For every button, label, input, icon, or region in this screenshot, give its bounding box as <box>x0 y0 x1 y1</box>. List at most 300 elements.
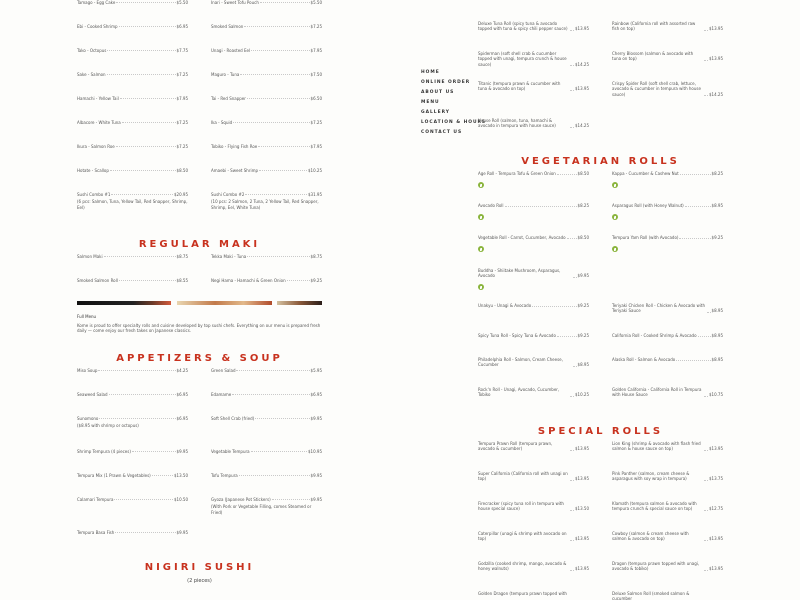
menu-item-price: $13.95 <box>709 566 723 572</box>
menu-item-leader <box>236 368 309 371</box>
menu-item-price: $13.50 <box>174 473 188 478</box>
menu-item-price: $8.50 <box>577 171 589 176</box>
nav-gallery[interactable]: GALLERY <box>421 110 450 115</box>
menu-item-name: Spiderman (soft shell crab & cucumber topped with unagi, tempura crunch & house sauce) <box>478 51 567 67</box>
menu-item <box>211 497 322 515</box>
menu-item-name: Tako - Octopus <box>77 48 107 53</box>
menu-item-name: Sushi Combo #2 <box>211 192 245 197</box>
menu-item-price: $7.25 <box>176 72 188 77</box>
menu-item-leader <box>570 63 574 66</box>
nav-location-hours[interactable]: LOCATION & HOURS <box>421 120 487 125</box>
menu-item-leader <box>244 24 309 27</box>
menu-item-name: Golden Dragon (tempura prawn topped with <box>478 591 567 596</box>
special-rolls-heading: SPECIAL ROLLS <box>537 426 664 437</box>
menu-item <box>77 392 188 397</box>
menu-item-name: Negi Hama - Hamachi & Green Onion <box>211 278 286 283</box>
vegetarian-leaf-icon <box>612 246 618 252</box>
appetizers-heading: APPETIZERS & SOUP <box>116 353 283 364</box>
menu-item-name: Rainbow (California roll with assorted raw fish on top) <box>612 21 696 32</box>
menu-item <box>211 278 322 283</box>
menu-item-price: $13.50 <box>575 506 589 512</box>
menu-item-name: Rock'n Roll - Unagi, Avocado, Cucumber, Tobiko <box>478 387 560 398</box>
menu-item-price: $8.95 <box>711 308 723 314</box>
full-menu-title: Full Menu <box>77 314 97 319</box>
menu-item-price: $13.95 <box>575 536 589 542</box>
menu-item-name: Cherry Blossom (salmon & avocado with tuna on top) <box>612 51 694 62</box>
menu-item <box>478 501 589 512</box>
menu-item <box>77 0 188 5</box>
menu-item <box>211 449 322 454</box>
menu-item-price: $9.95 <box>310 497 322 502</box>
menu-item-name: Tobiko - Flying Fish Roe <box>211 144 258 149</box>
menu-item-name: Alaska Roll - Salmon & Avocado <box>612 357 676 362</box>
menu-item-price: $6.50 <box>310 96 322 101</box>
menu-item-name: Salmon Maki <box>77 254 103 259</box>
menu-item-name: Calamari Tempura <box>77 497 114 502</box>
menu-item-leader <box>698 334 711 337</box>
menu-item <box>478 51 589 67</box>
menu-item <box>612 81 723 97</box>
menu-item-price: $8.50 <box>176 168 188 173</box>
menu-item-leader <box>104 254 176 257</box>
menu-item-price: $8.50 <box>577 235 589 240</box>
menu-item-name: Tamago - Egg Cake <box>77 0 116 5</box>
menu-item-name: Unagi - Roasted Eel <box>211 48 251 53</box>
menu-item-leader <box>258 144 309 147</box>
menu-item-price: $6.95 <box>176 24 188 29</box>
menu-item <box>478 81 589 92</box>
menu-item <box>211 473 322 478</box>
menu-item <box>77 192 188 210</box>
menu-item-price: $5.95 <box>310 368 322 373</box>
menu-item <box>612 21 723 32</box>
menu-item-leader <box>570 478 574 481</box>
menu-item-price: $7.95 <box>310 144 322 149</box>
menu-item <box>211 254 322 259</box>
menu-item <box>478 203 589 208</box>
menu-item <box>478 268 589 279</box>
menu-item-name: Golden California - California Roll in Tempura with House Sauce <box>612 387 702 398</box>
menu-item <box>612 357 723 362</box>
menu-item <box>211 144 322 149</box>
menu-item-name: Tofu Tempura <box>211 473 238 478</box>
menu-item-price: $13.75 <box>709 476 723 482</box>
vegetarian-leaf-icon <box>478 246 484 252</box>
menu-item <box>77 24 188 29</box>
menu-item-price: $10.50 <box>174 497 188 502</box>
menu-item <box>612 203 723 208</box>
menu-item-leader <box>98 368 175 371</box>
menu-item-price: $9.95 <box>310 473 322 478</box>
menu-item-name: Green Salad <box>211 368 236 373</box>
menu-item-leader <box>152 473 173 476</box>
menu-item-name: Tempura Prawn Roll (tempura prawn, avocado & cucumber) <box>478 441 553 452</box>
menu-item-name: Vegetable Tempura <box>211 449 250 454</box>
menu-item-price: $7.75 <box>176 48 188 53</box>
menu-item-leader <box>120 96 176 99</box>
menu-item-name: Seaweed Salad <box>77 392 108 397</box>
menu-item-name: Dragon (tempura prawn topped with unagi, avocado & tobiko) <box>612 561 700 572</box>
menu-item-leader <box>109 392 176 395</box>
menu-item <box>612 333 723 338</box>
menu-item-name: California Roll - Cooked Shrimp & Avocado <box>612 333 697 338</box>
menu-item <box>77 416 188 429</box>
menu-item <box>211 72 322 77</box>
menu-item-price: $10.25 <box>308 168 322 173</box>
menu-item <box>612 387 723 398</box>
menu-item <box>612 591 723 600</box>
menu-item <box>77 168 188 173</box>
menu-item-leader <box>704 508 708 511</box>
menu-item-price: $13.95 <box>575 26 589 32</box>
menu-item <box>77 278 188 283</box>
vegetarian-leaf-icon <box>478 284 484 290</box>
menu-item-price: $20.95 <box>174 192 188 197</box>
menu-item-name: Cowboy (salmon & cream cheese with salmon & avocado on top) <box>612 531 689 542</box>
menu-item-price: $13.95 <box>575 86 589 92</box>
menu-item-price: $8.55 <box>176 278 188 283</box>
sushi-photo-strip-2 <box>177 301 272 305</box>
menu-item-leader <box>99 416 175 419</box>
menu-item-leader <box>704 93 708 96</box>
menu-item-name: Asparagus Roll (with Honey Walnut) <box>612 203 684 208</box>
menu-item <box>478 333 589 338</box>
menu-item-leader <box>132 449 176 452</box>
nav-online-order[interactable]: ONLINE ORDER <box>421 80 471 85</box>
menu-item <box>612 531 723 542</box>
nigiri-subtitle: (2 pieces) <box>187 578 212 584</box>
menu-item-price: $8.25 <box>577 203 589 208</box>
menu-item-price: $6.95 <box>176 392 188 397</box>
menu-item-name: Deluxe Salmon Roll (smoked salmon & cucumber <box>612 591 690 600</box>
menu-item <box>77 144 188 149</box>
menu-item <box>211 48 322 53</box>
menu-item <box>211 392 322 397</box>
menu-item-leader <box>251 48 309 51</box>
menu-item-leader <box>260 0 310 3</box>
vegetarian-leaf-icon <box>612 182 618 188</box>
menu-item-leader <box>233 120 309 123</box>
nav-home[interactable]: HOME <box>421 70 440 75</box>
menu-item-price: $9.25 <box>577 333 589 338</box>
menu-item-leader <box>272 497 310 500</box>
menu-item-price: $7.25 <box>310 120 322 125</box>
menu-item-leader <box>570 508 574 511</box>
menu-item-leader <box>570 88 574 91</box>
vegetarian-leaf-icon <box>478 214 484 220</box>
menu-item-leader <box>232 392 309 395</box>
menu-item-price: $7.95 <box>176 96 188 101</box>
menu-item-name: Philadelphia Roll - Salmon, Cream Cheese, Cucumber <box>478 357 563 368</box>
menu-item-name: Caterpillar (unagi & shrimp with avocado on top) <box>478 531 567 542</box>
menu-item-leader <box>114 497 173 500</box>
menu-item-price: $13.95 <box>575 566 589 572</box>
menu-item <box>211 168 322 173</box>
menu-item-price: $9.25 <box>711 235 723 240</box>
regular-maki-heading: REGULAR MAKI <box>138 239 261 250</box>
menu-item-price: $4.25 <box>176 368 188 373</box>
menu-item-price: $9.95 <box>176 530 188 535</box>
menu-item-leader <box>557 172 577 175</box>
menu-item-leader <box>240 72 309 75</box>
menu-item-leader <box>247 96 310 99</box>
menu-item-name: Pink Panther (salmon, cream cheese & asparagus with soy wrap in tempura) <box>612 471 690 482</box>
menu-item-leader <box>245 192 307 195</box>
menu-item-leader <box>107 48 175 51</box>
menu-item-name: Teriyaki Chicken Roll - Chicken & Avocado with Teriyaki Sauce <box>612 303 706 314</box>
menu-item-leader <box>679 236 710 239</box>
menu-item-name: Spicy Tuna Roll - Spicy Tuna & Avocado <box>478 333 556 338</box>
menu-item-name: Tempura Basa Fish <box>77 530 115 535</box>
menu-item-price: $14.25 <box>575 123 589 129</box>
menu-item <box>77 449 188 454</box>
menu-item-price: $12.75 <box>709 506 723 512</box>
menu-item-name: Tai - Red Snapper <box>211 96 246 101</box>
menu-item <box>612 471 723 482</box>
menu-item <box>612 51 723 62</box>
menu-item <box>77 72 188 77</box>
menu-item <box>211 416 322 421</box>
menu-item <box>478 471 589 482</box>
menu-item <box>612 501 723 512</box>
menu-item-name: Tempura Yam Roll (with Avocado) <box>612 235 679 240</box>
menu-item-name: Godzilla (cooked shrimp, mango, avocado & honey walnuts) <box>478 561 567 572</box>
menu-item <box>612 303 723 314</box>
menu-item-leader <box>255 416 309 419</box>
menu-item-name: Vegetable Roll - Carrot, Cucumber, Avocado <box>478 235 566 240</box>
menu-item-description: (With Pork or Vegetable Filling, comes Steamed or Fried) <box>211 504 312 515</box>
menu-item-name: Tekka Maki - Tuna <box>211 254 247 259</box>
menu-item <box>211 0 322 5</box>
menu-item <box>612 171 723 176</box>
menu-item-price: $9.25 <box>310 278 322 283</box>
menu-item-price: $13.95 <box>709 446 723 452</box>
menu-item-price: $8.25 <box>711 171 723 176</box>
menu-item-price: $10.25 <box>575 392 589 398</box>
menu-item-name: House Roll (salmon, tuna, hamachi & avocado in tempura with house sauce) <box>478 118 556 129</box>
menu-item-leader <box>704 28 708 31</box>
menu-item-leader <box>570 448 574 451</box>
menu-item-leader <box>557 334 577 337</box>
menu-item-name: Hotate - Scallop <box>77 168 109 173</box>
menu-item-leader <box>570 125 574 128</box>
menu-item <box>612 561 723 572</box>
menu-item-price: $14.25 <box>709 91 723 97</box>
nav-menu[interactable]: MENU <box>421 100 440 105</box>
menu-item <box>612 235 723 240</box>
menu-item-price: $13.95 <box>709 26 723 32</box>
menu-item-leader <box>573 364 577 367</box>
sushi-photo-strip-3 <box>277 301 322 305</box>
menu-item-name: Shrimp Tempura (4 pieces) <box>77 449 131 454</box>
menu-item-price: $14.25 <box>575 61 589 67</box>
menu-item-price: $13.95 <box>575 476 589 482</box>
menu-item-price: $9.25 <box>577 303 589 308</box>
menu-item-leader <box>110 168 176 171</box>
menu-item-name: Tempura Mix (1 Prawn & Vegetables) <box>77 473 151 478</box>
menu-item <box>77 497 188 502</box>
menu-item <box>478 387 589 398</box>
menu-item-leader <box>251 449 307 452</box>
menu-item <box>77 48 188 53</box>
menu-item-leader <box>567 236 577 239</box>
full-menu-text: Kome is proud to offer specialty rolls and cuisine developed by top sushi chefs. Everything on our menu is prepared fresh daily — come enjoy our fresh takes on Japanese classics. <box>77 323 321 334</box>
menu-item-description: (6 pcs: Salmon, Tuna, Yellow Tail, Red Snapper, Shrimp, Eel) <box>77 199 188 210</box>
menu-item <box>478 118 589 129</box>
menu-item-price: $6.95 <box>310 392 322 397</box>
menu-item-leader <box>676 358 710 361</box>
menu-item-leader <box>570 568 574 571</box>
menu-item-price: $7.25 <box>176 144 188 149</box>
menu-item-price: $8.95 <box>711 203 723 208</box>
menu-item-name: Edamame <box>211 392 232 397</box>
menu-item-price: $8.95 <box>711 357 723 362</box>
menu-item <box>77 254 188 259</box>
menu-item-name: Amaebi - Sweet Shrimp <box>211 168 259 173</box>
menu-item <box>77 96 188 101</box>
menu-item-description: ($8.95 with shrimp or octopus) <box>77 423 139 429</box>
menu-item-leader <box>570 28 574 31</box>
menu-item-name: Firecracker (spicy tuna roll in tempura with house special sauce) <box>478 501 564 512</box>
menu-item-leader <box>707 310 711 313</box>
menu-item <box>77 120 188 125</box>
menu-item-leader <box>107 72 176 75</box>
menu-item-name: Maguro - Tuna <box>211 72 240 77</box>
menu-item-name: Miso Soup <box>77 368 98 373</box>
menu-item-name: Unakyu - Unagi & Avocado <box>478 303 532 308</box>
menu-item-name: Albacore - White Tuna <box>77 120 121 125</box>
menu-item <box>77 530 188 535</box>
menu-item <box>478 21 589 32</box>
menu-item-leader <box>573 275 577 278</box>
menu-item-leader <box>122 120 176 123</box>
vegetarian-leaf-icon <box>612 214 618 220</box>
menu-item-price: $5.50 <box>310 0 322 5</box>
menu-item-name: Smoked Salmon <box>211 24 244 29</box>
menu-item-price: $8.75 <box>310 254 322 259</box>
menu-item-leader <box>239 473 310 476</box>
menu-item-name: Sushi Combo #1 <box>77 192 111 197</box>
menu-item-price: $13.95 <box>709 536 723 542</box>
nav-about-us[interactable]: ABOUT US <box>421 90 455 95</box>
menu-item <box>478 357 589 368</box>
menu-item <box>211 24 322 29</box>
menu-item-leader <box>247 254 309 257</box>
menu-item <box>211 120 322 125</box>
menu-item-price: $8.75 <box>176 254 188 259</box>
menu-item <box>478 441 589 452</box>
menu-item <box>478 561 589 572</box>
menu-item-leader <box>259 168 307 171</box>
menu-item <box>612 441 723 452</box>
menu-item <box>478 531 589 542</box>
menu-item <box>211 368 322 373</box>
nigiri-heading: NIGIRI SUSHI <box>144 562 255 573</box>
menu-item-price: $10.75 <box>709 392 723 398</box>
sushi-photo-strip-1 <box>77 301 171 305</box>
menu-item <box>478 171 589 176</box>
menu-item-name: Soft Shell Crab (fried) <box>211 416 255 421</box>
menu-item-name: Sake - Salmon <box>77 72 106 77</box>
menu-item-price: $7.95 <box>310 48 322 53</box>
menu-item-price: $5.50 <box>176 0 188 5</box>
menu-item-name: Crispy Spider Roll (soft shell crab, lettuce, avocado & cucumber in tempura with house sauce) <box>612 81 701 97</box>
menu-item-leader <box>704 58 708 61</box>
menu-item-price: $7.25 <box>176 120 188 125</box>
menu-item-name: Inari - Sweet Tofu Pouch <box>211 0 259 5</box>
menu-item-leader <box>570 538 574 541</box>
menu-item-leader <box>685 204 711 207</box>
menu-item-description: (10 pcs: 2 Salmon, 2 Tuna, 2 Yellow Tail, Red Snapper, Shrimp, Eel, White Tuna) <box>211 199 319 210</box>
menu-item <box>478 235 589 240</box>
menu-item-leader <box>704 538 708 541</box>
menu-item-name: Ika - Squid <box>211 120 233 125</box>
menu-item-name: Smoked Salmon Roll <box>77 278 118 283</box>
menu-item-price: $9.95 <box>176 449 188 454</box>
menu-item-name: Avocado Roll <box>478 203 504 208</box>
menu-item-name: Hamachi - Yellow Tail <box>77 96 119 101</box>
menu-item-name: Ikura - Salmon Roe <box>77 144 115 149</box>
menu-item-name: Sunomono <box>77 416 99 421</box>
menu-item <box>77 368 188 373</box>
menu-item-name: Titanic (tempura prawn & cucumber with tuna & avocado on top) <box>478 81 561 92</box>
menu-item-name: Super California (California roll with unagi on top) <box>478 471 568 482</box>
menu-item-leader <box>570 394 574 397</box>
menu-item-leader <box>119 278 176 281</box>
menu-item <box>478 303 589 308</box>
menu-item-leader <box>704 478 708 481</box>
menu-item-leader <box>704 568 708 571</box>
menu-item-price: $9.95 <box>310 416 322 421</box>
menu-item-leader <box>704 394 708 397</box>
menu-item-leader <box>116 0 175 3</box>
menu-item-name: Buddha - Shiitake Mushroom, Asparagus, Avocado <box>478 268 561 279</box>
menu-item-price: $13.95 <box>709 56 723 62</box>
vegetarian-rolls-heading: VEGETARIAN ROLLS <box>521 156 680 167</box>
menu-item-price: $8.95 <box>577 362 589 368</box>
menu-item <box>211 192 322 210</box>
menu-item-price: $31.95 <box>308 192 322 197</box>
menu-item-name: Age Roll - Tempura Tofu & Green Onion <box>478 171 556 176</box>
menu-item-price: $9.95 <box>577 273 589 279</box>
nav-contact-us[interactable]: CONTACT US <box>421 130 463 135</box>
menu-item-name: Kappa - Cucumber & Cashew Nut <box>612 171 679 176</box>
menu-item-price: $10.95 <box>308 449 322 454</box>
menu-item <box>478 591 589 596</box>
menu-item-leader <box>505 204 577 207</box>
menu-item-price: $7.50 <box>310 72 322 77</box>
menu-item-name: Gyoza (Japanese Pot Stickers) <box>211 497 271 502</box>
menu-item-leader <box>704 448 708 451</box>
menu-item-name: Lion King (shrimp & avocado with flash fried salmon & house sauce on top) <box>612 441 701 452</box>
menu-item-name: Deluxe Tuna Roll (spicy tuna & avocado topped with tuna & spicy chili pepper sauce) <box>478 21 568 32</box>
menu-item-leader <box>287 278 310 281</box>
menu-item-price: $8.95 <box>711 333 723 338</box>
menu-item-leader <box>119 24 176 27</box>
menu-item-price: $6.95 <box>176 416 188 421</box>
vegetarian-leaf-icon <box>478 182 484 188</box>
menu-item-leader <box>116 144 176 147</box>
menu-item-price: $7.25 <box>310 24 322 29</box>
menu-item <box>211 96 322 101</box>
menu-item-leader <box>680 172 711 175</box>
menu-item-leader <box>532 304 576 307</box>
menu-item-leader <box>111 192 173 195</box>
menu-item-name: Klamath (tempura salmon & avocado with tempura crunch & special sauce on top) <box>612 501 697 512</box>
menu-item-price: $13.95 <box>575 446 589 452</box>
menu-item-leader <box>115 530 175 533</box>
menu-item-name: Ebi - Cooked Shrimp <box>77 24 118 29</box>
